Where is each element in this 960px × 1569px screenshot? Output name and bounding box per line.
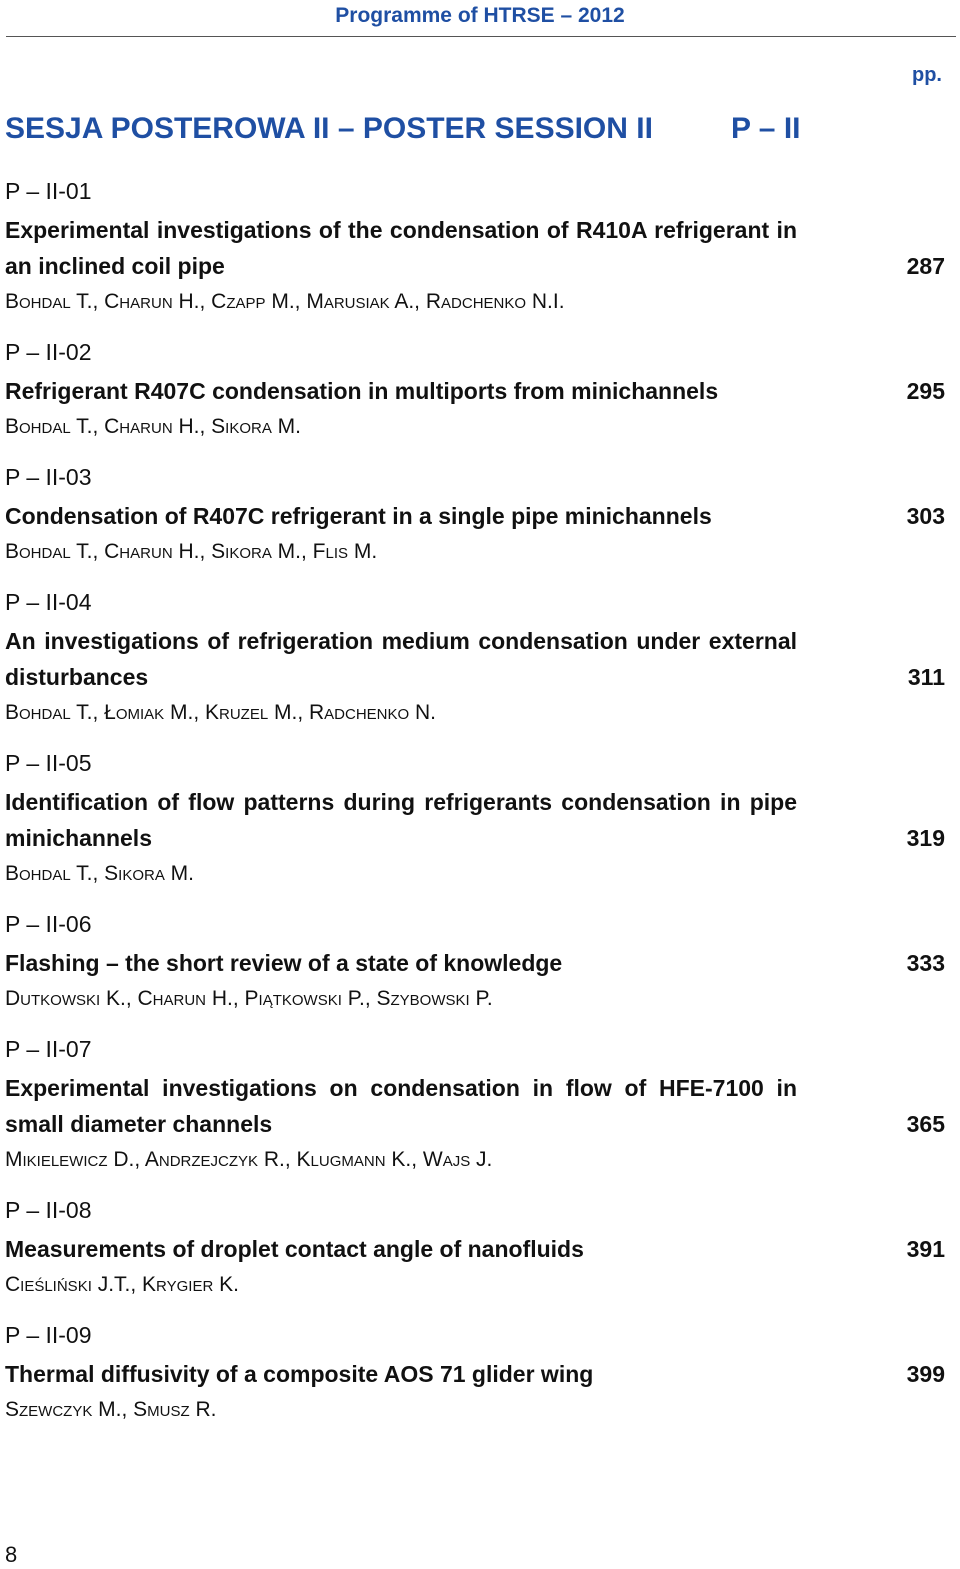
session-code: P – II (731, 112, 801, 145)
entry-authors: Mikielewicz D., Andrzejczyk R., Klugmann K., Wajs J. (5, 1148, 493, 1171)
entry-title: Refrigerant R407C condensation in multiports from minichannels (5, 378, 719, 404)
programme-entry (5, 176, 945, 320)
entry-authors: Bohdal T., Charun H., Czapp M., Marusiak A., Radchenko N.I. (5, 290, 565, 313)
entry-title-row (5, 1070, 945, 1142)
entry-authors: Szewczyk M., Smusz R. (5, 1398, 217, 1421)
footer-page-number: 8 (5, 1542, 18, 1567)
entry-code: P – II-01 (5, 178, 92, 204)
entry-title-row (5, 623, 945, 695)
entry-authors: Bohdal T., Sikora M. (5, 862, 194, 885)
entry-code: P – II-06 (5, 911, 92, 937)
entry-page-number: 311 (907, 664, 945, 690)
pages-column-label: pp. (912, 64, 942, 86)
entry-title: An investigations of refrigeration medium condensation under external disturbances (5, 628, 797, 690)
entry-title: Measurements of droplet contact angle of nanofluids (5, 1236, 584, 1262)
entry-title-row (5, 1231, 945, 1267)
page-header-title: Programme of HTRSE – 2012 (335, 4, 625, 27)
entry-authors: Bohdal T., Charun H., Sikora M., Flis M. (5, 540, 378, 563)
entry-code: P – II-07 (5, 1036, 92, 1062)
entry-page-number: 287 (906, 253, 945, 279)
programme-entry (5, 1320, 945, 1428)
entry-authors: Bohdal T., Łomiak M., Kruzel M., Radchenko N. (5, 701, 437, 724)
entry-page-number: 333 (906, 950, 945, 976)
entry-title-row (5, 373, 945, 409)
entry-code: P – II-04 (5, 589, 92, 615)
entry-code: P – II-09 (5, 1322, 92, 1348)
entry-title: Thermal diffusivity of a composite AOS 71 glider wing (5, 1361, 594, 1387)
programme-entry (5, 909, 945, 1017)
entry-page-number: 399 (906, 1361, 945, 1387)
programme-entry (5, 1195, 945, 1303)
programme-entry (5, 1034, 945, 1178)
entry-authors: Dutkowski K., Charun H., Piątkowski P., Szybowski P. (5, 987, 493, 1010)
session-title: SESJA POSTEROWA II – POSTER SESSION II (5, 112, 653, 145)
entry-code: P – II-05 (5, 750, 92, 776)
programme-entry (5, 748, 945, 892)
entry-page-number: 319 (906, 825, 945, 851)
entry-authors: Cieśliński J.T., Krygier K. (5, 1273, 239, 1296)
entry-title: Flashing – the short review of a state of knowledge (5, 950, 563, 976)
programme-entry (5, 337, 945, 445)
entry-code: P – II-02 (5, 339, 92, 365)
entry-code: P – II-08 (5, 1197, 92, 1223)
entry-title: Condensation of R407C refrigerant in a single pipe minichannels (5, 503, 712, 529)
entry-code: P – II-03 (5, 464, 92, 490)
entry-title-row (5, 945, 945, 981)
entry-title-row (5, 784, 945, 856)
entry-authors: Bohdal T., Charun H., Sikora M. (5, 415, 301, 438)
header-divider (6, 36, 956, 37)
entry-title-row (5, 1356, 945, 1392)
entry-title: Identification of flow patterns during refrigerants condensation in pipe minichannels (5, 789, 797, 851)
entry-page-number: 365 (906, 1111, 945, 1137)
entry-page-number: 303 (906, 503, 945, 529)
entry-page-number: 391 (906, 1236, 945, 1262)
programme-entry (5, 462, 945, 570)
entry-title-row (5, 212, 945, 284)
entry-page-number: 295 (906, 378, 945, 404)
programme-entry (5, 587, 945, 731)
entry-title: Experimental investigations of the condensation of R410A refrigerant in an inclined coil pipe (5, 217, 797, 279)
entry-title-row (5, 498, 945, 534)
entry-title: Experimental investigations on condensation in flow of HFE-7100 in small diameter channels (5, 1075, 797, 1137)
